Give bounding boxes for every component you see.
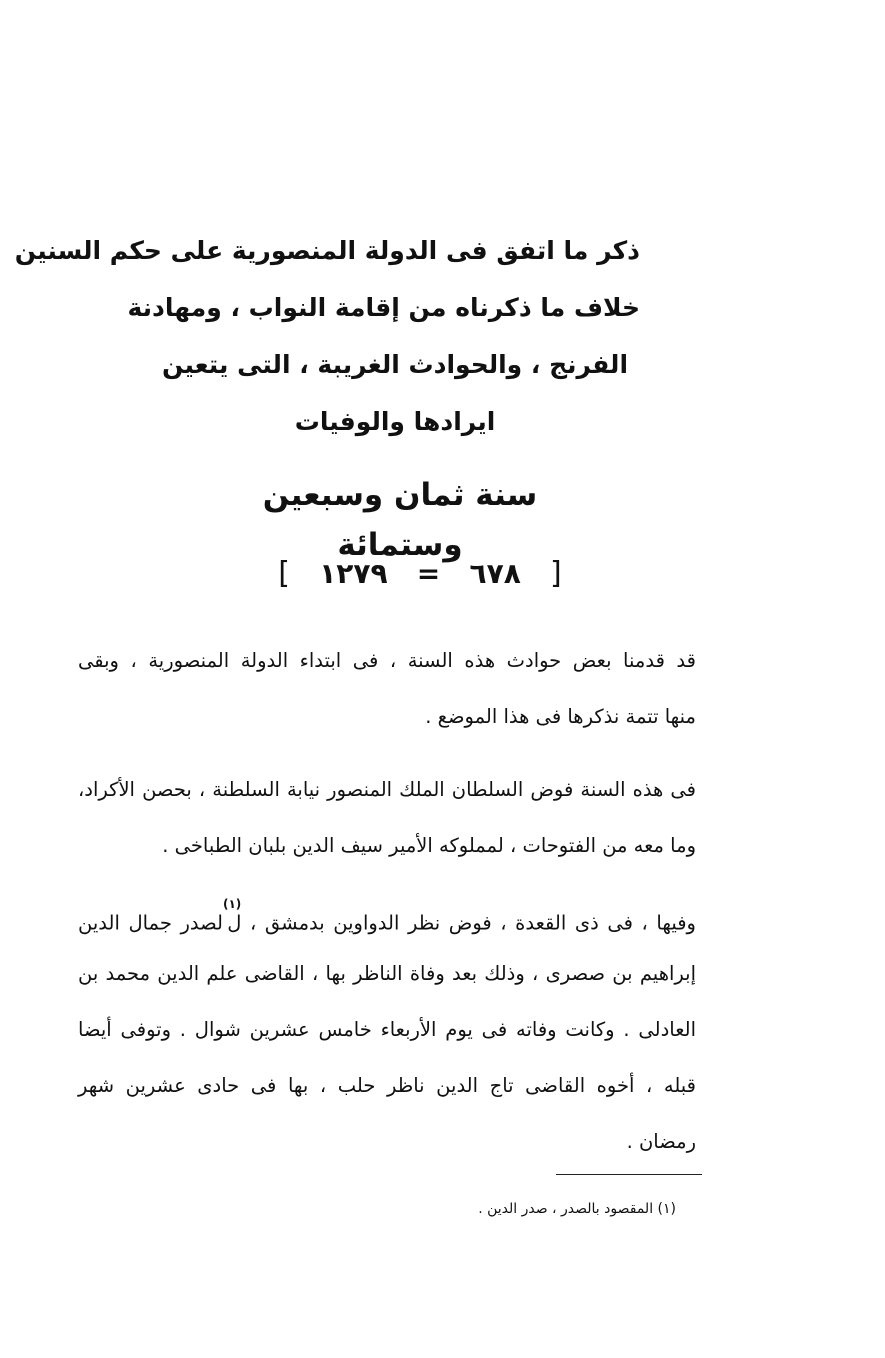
text-line: إبراهيم بن صصرى ، وذلك بعد وفاة الناظر بها ، القاضى علم الدين محمد بن (78, 962, 696, 985)
heading-line: ايرادها والوفيات (294, 407, 496, 436)
heading-line: الفرنج ، والحوادث الغريبة ، التى يتعين (161, 350, 629, 379)
text-line: وما معه من الفتوحات ، لمملوكه الأمير سيف الدين بلبان الطباخى . (162, 834, 696, 857)
text-line (78, 890, 696, 946)
date-equation (240, 552, 600, 596)
text-line: منها تتمة نذكرها فى هذا الموضع . (425, 705, 696, 728)
text-line: فى هذه السنة فوض السلطان الملك المنصور نيابة السلطنة ، بحصن الأكراد، (78, 778, 696, 801)
open-bracket: [ (278, 556, 290, 591)
text-segment: وفيها ، فى ذى القعدة ، فوض نظر الدواوين بدمشق ، ل (227, 911, 696, 935)
paragraph (78, 633, 696, 745)
text-line: العادلى . وكانت وفاته فى يوم الأربعاء خامس عشرين شوال . وتوفى أيضا (78, 1018, 696, 1041)
hijri-year: ٦٧٨ (469, 557, 521, 590)
footnote-divider (556, 1174, 702, 1175)
footnote-marker[interactable]: (١) (222, 897, 242, 911)
gregorian-year: ١٢٧٩ (319, 557, 388, 590)
equals-sign: = (416, 557, 441, 590)
heading-line: ذكر ما اتفق فى الدولة المنصورية على حكم السنين (14, 236, 640, 265)
paragraph (78, 762, 696, 874)
heading-line: خلاف ما ذكرناه من إقامة النواب ، ومهادنة (127, 293, 640, 322)
text-line: قد قدمنا بعض حوادث هذه السنة ، فى ابتداء الدولة المنصورية ، وبقى (78, 649, 696, 672)
text-line: قبله ، أخوه القاضى تاج الدين ناظر حلب ، بها فى حادى عشرين شهر (78, 1074, 696, 1097)
section-heading (14, 222, 640, 450)
paragraph (78, 890, 696, 1170)
footnote: (١) المقصود بالصدر ، صدر الدين . (478, 1201, 676, 1217)
year-title: سنة ثمان وسبعين وستمائة (262, 477, 538, 563)
close-bracket: ] (550, 556, 562, 591)
text-line: رمضان . (626, 1130, 696, 1153)
text-segment: لصدر جمال الدين (78, 911, 223, 935)
